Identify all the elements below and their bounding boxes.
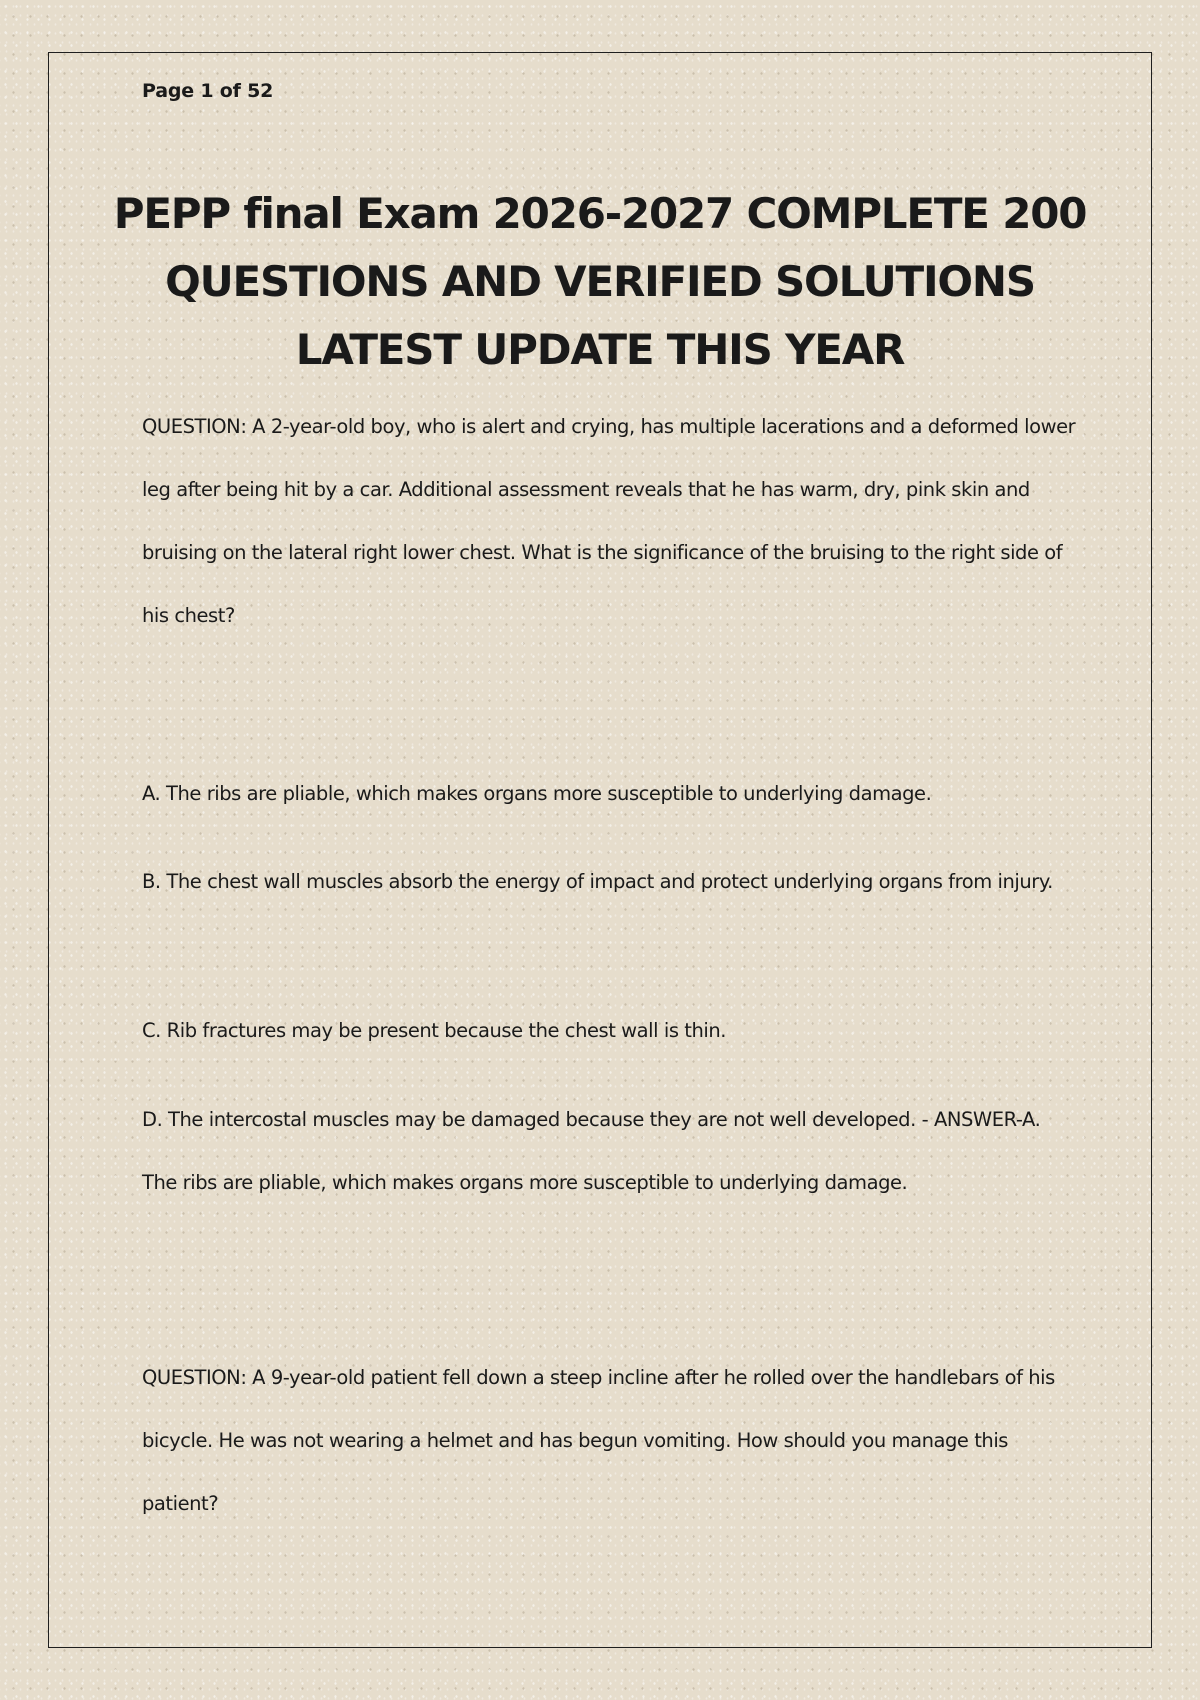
option-text: A. The ribs are pliable, which makes organs more susceptible to underlying damage.: [142, 782, 932, 805]
question-1: [142, 395, 1077, 647]
question-2: [142, 1346, 1077, 1535]
question-1-option-b: [142, 850, 1077, 913]
option-text: C. Rib fractures may be present because the chest wall is thin.: [142, 1019, 727, 1042]
document-title: PEPP final Exam 2026-2027 COMPLETE 200 QUESTIONS AND VERIFIED SOLUTIONS LATEST UPDATE THIS YEAR: [113, 189, 1087, 374]
option-text: B. The chest wall muscles absorb the energy of impact and protect underlying organs from injury.: [142, 870, 1053, 893]
question-1-option-d-answer: [142, 1088, 1077, 1214]
question-1-option-c: [142, 999, 1077, 1062]
question-text: QUESTION: A 2-year-old boy, who is alert and crying, has multiple lacerations and a deformed lower leg after being hit by a car. Additional assessment reveals that he has warm, dry, pink skin and bruising on the lateral right lower chest. What is the significance of the bruising to the right side of his chest?: [142, 415, 1076, 627]
page-number: Page 1 of 52: [142, 80, 274, 102]
question-text: QUESTION: A 9-year-old patient fell down a steep incline after he rolled over the handlebars of his bicycle. He was not wearing a helmet and has begun vomiting. How should you manage this patient?: [142, 1366, 1055, 1515]
question-1-option-a: [142, 762, 1077, 825]
option-text: D. The intercostal muscles may be damaged because they are not well developed. - ANSWER-A. The ribs are pliable, which makes organs more susceptible to underlying damage.: [142, 1108, 1041, 1194]
